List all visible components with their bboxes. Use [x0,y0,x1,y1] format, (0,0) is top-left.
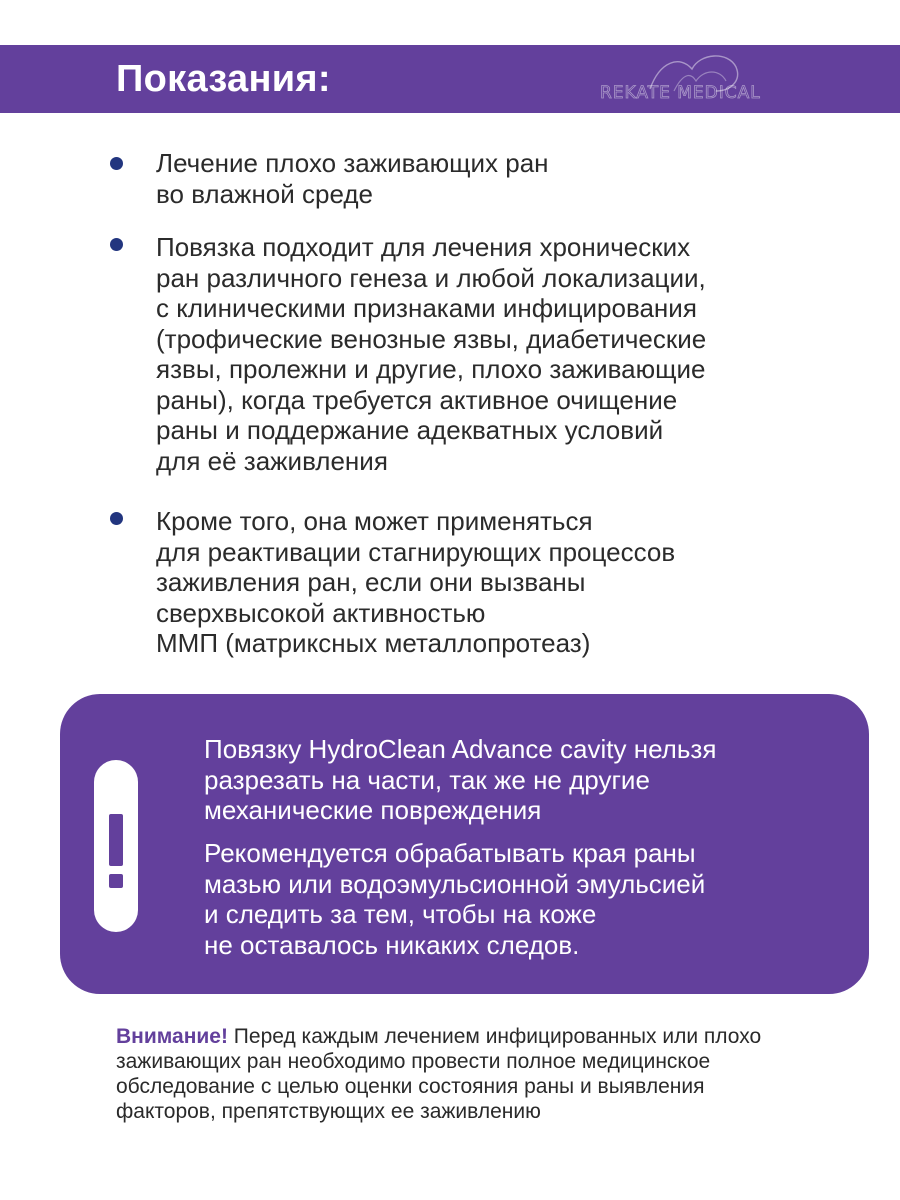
brand-logo [600,51,790,109]
indication-text: Повязка подходит для лечения хронических ран различного генеза и любой локализации, с клиническими признаками инфицирования (трофические венозные язвы, диабетические язвы, пролежни и другие, плохо заживающие раны), когда требуется активное очищение раны и поддержание адекватных условий для её заживления [156,232,707,476]
warning-paragraph-care: Рекомендуется обрабатывать края раны мазью или водоэмульсионной эмульсией и следить за тем, чтобы на коже не оставалось никаких следов. [204,838,706,960]
attention-label: Внимание! [116,1025,228,1048]
exclamation-bar [109,814,123,866]
warning-paragraph-cutting: Повязку HydroClean Advance cavity нельзя разрезать на части, так же не другие механические повреждения [204,734,717,825]
page-title: Показания: [116,58,331,100]
indication-text: Лечение плохо заживающих ран во влажной среде [156,148,549,209]
warning-box [60,694,869,994]
exclamation-icon [94,760,138,932]
bullet-dot-icon [110,512,123,525]
attention-text: Перед каждым лечением инфицированных или плохо заживающих ран необходимо провести полное медицинское обследование с целью оценки состояния раны и выявления факторов, препятствующих ее заживлению [116,1025,762,1123]
indication-text: Кроме того, она может применяться для реактивации стагнирующих процессов заживления ран, если они вызваны сверхвысокой активностью ММП (матриксных металлопротеаз) [156,506,676,658]
bullet-dot-icon [110,157,123,170]
bullet-dot-icon [110,238,123,251]
attention-notice [116,1024,866,1124]
header-band [0,45,900,113]
brand-logo-text: REKATE MEDICAL [600,83,761,103]
exclamation-dot [109,874,123,888]
